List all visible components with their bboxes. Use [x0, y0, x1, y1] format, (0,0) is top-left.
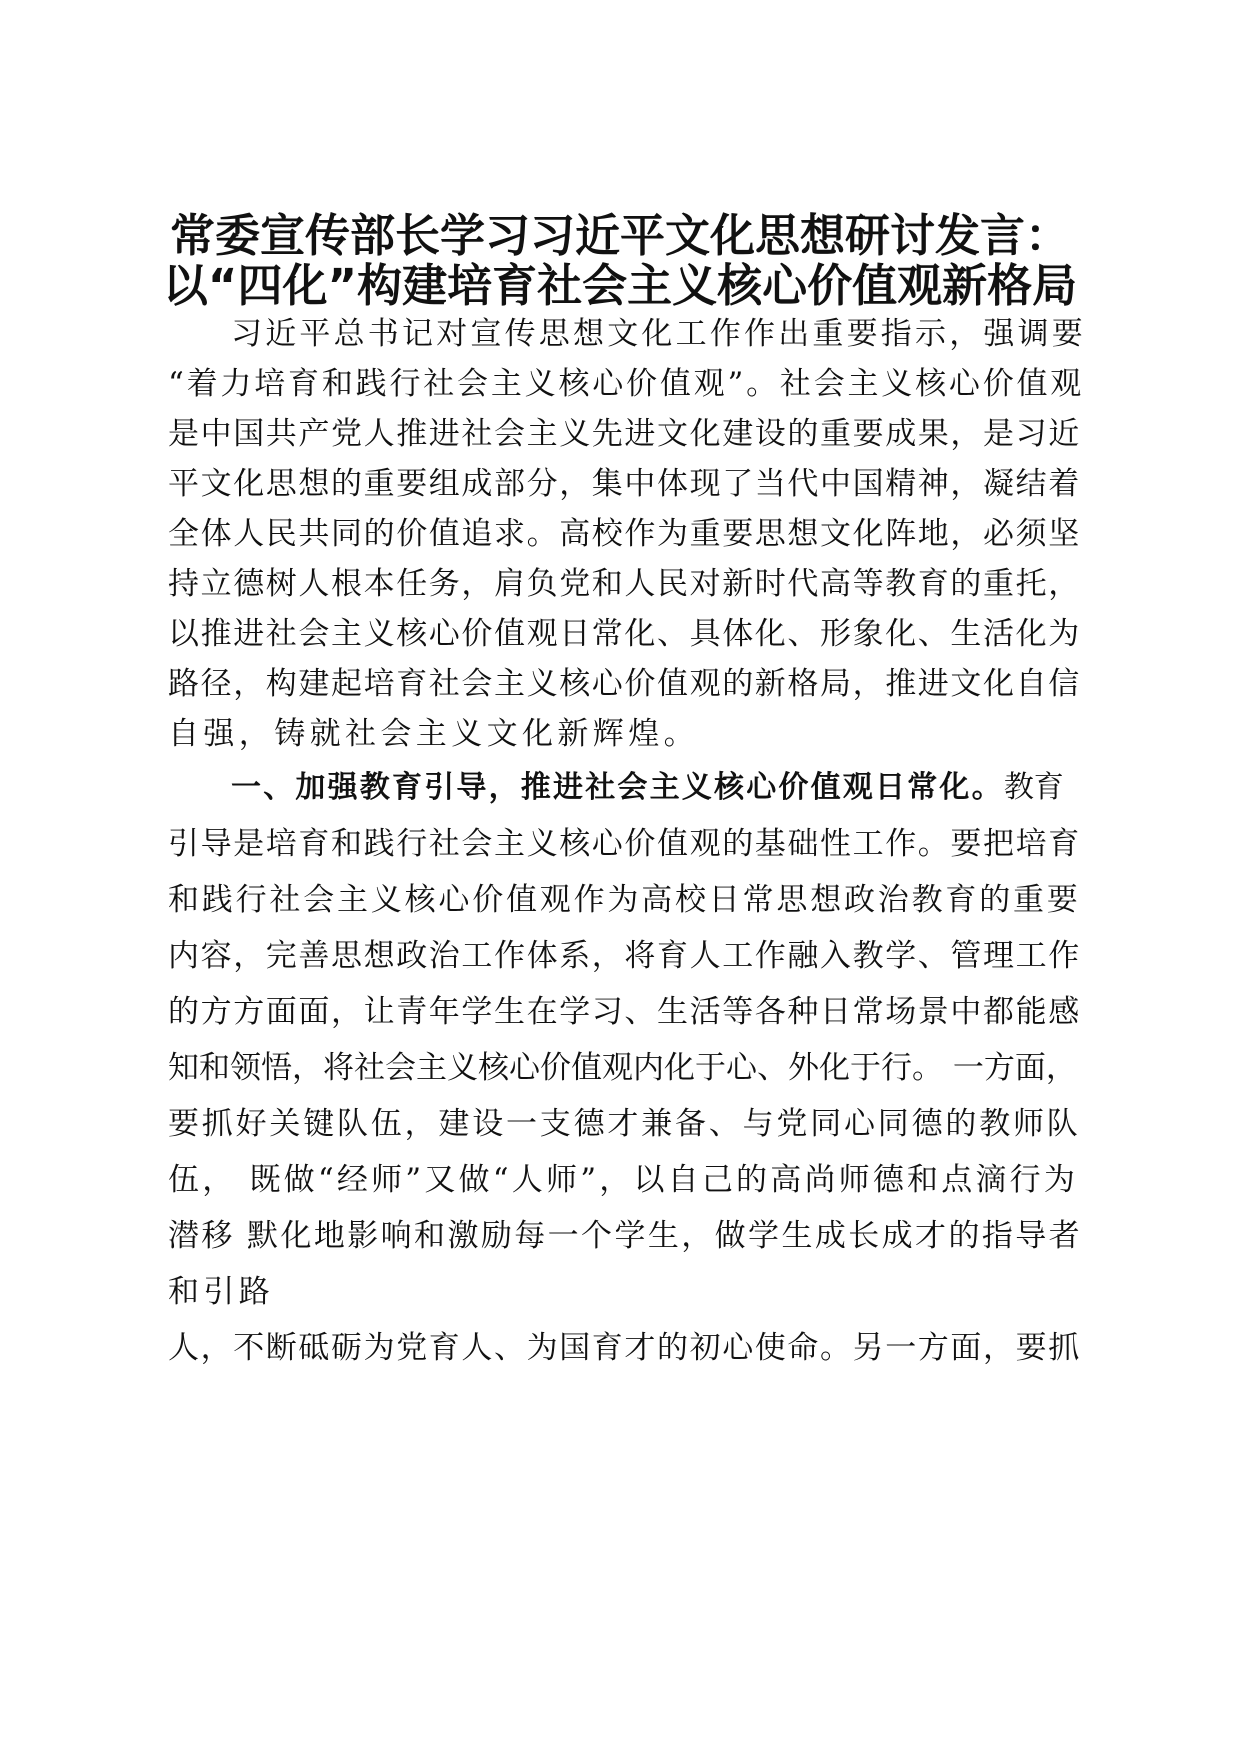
section-1-line-10: 人，不断砥砺为党育人、为国育才的初心使命。另一方面，要抓 [168, 1330, 1081, 1366]
section-1-line-1: 引导是培育和践行社会主义核心价值观的基础性工作。要把培育 [168, 826, 1081, 862]
section-1-line-9: 和引路 [168, 1274, 275, 1310]
intro-line-4: 平文化思想的重要组成部分，集中体现了当代中国精神，凝结着 [168, 466, 1081, 502]
section-1-line-8: 潜移 默化地影响和激励每一个学生，做学生成长成才的指导者 [168, 1218, 1083, 1254]
document-title-line-1: 常委宣传部长学习习近平文化思想研讨发言： [169, 209, 1070, 262]
section-1-line-2: 和践行社会主义核心价值观作为高校日常思想政治教育的重要 [168, 882, 1081, 918]
intro-line-6: 持立德树人根本任务，肩负党和人民对新时代高等教育的重托， [168, 566, 1081, 602]
intro-line-3: 是中国共产党人推进社会主义先进文化建设的重要成果，是习近 [168, 416, 1081, 452]
intro-line-8: 路径，构建起培育社会主义核心价值观的新格局，推进文化自信 [168, 666, 1081, 702]
intro-line-1: 习近平总书记对宣传思想文化工作作出重要指示，强调要 [231, 316, 1086, 352]
intro-line-7: 以推进社会主义核心价值观日常化、具体化、形象化、生活化为 [168, 616, 1081, 652]
section-1-line-6: 要抓好关键队伍，建设一支德才兼备、与党同心同德的教师队 [168, 1106, 1081, 1142]
intro-line-5: 全体人民共同的价值追求。高校作为重要思想文化阵地，必须坚 [168, 516, 1081, 552]
section-1-line-4: 的方方面面，让青年学生在学习、生活等各种日常场景中都能感 [168, 994, 1081, 1030]
section-1-line-3: 内容，完善思想政治工作体系，将育人工作融入教学、管理工作 [168, 938, 1081, 974]
section-1-heading-tail: 教育 [1003, 770, 1064, 805]
section-1-line-5: 知和领悟，将社会主义核心价值观内化于心、外化于行。 一方面， [168, 1050, 1077, 1086]
document-title-line-2: 以“四化”构建培育社会主义核心价值观新格局 [162, 259, 1078, 312]
section-1-first-line [231, 766, 1088, 810]
section-1-heading: 一、加强教育引导，推进社会主义核心价值观日常化。 [231, 770, 1004, 805]
section-1-line-7: 伍， 既做“经师”又做“人师”，以自己的高尚师德和点滴行为 [168, 1162, 1079, 1198]
intro-line-9: 自强，铸就社会主义文化新辉煌。 [168, 716, 699, 752]
intro-line-2: “着力培育和践行社会主义核心价值观”。社会主义核心价值观 [168, 366, 1085, 402]
